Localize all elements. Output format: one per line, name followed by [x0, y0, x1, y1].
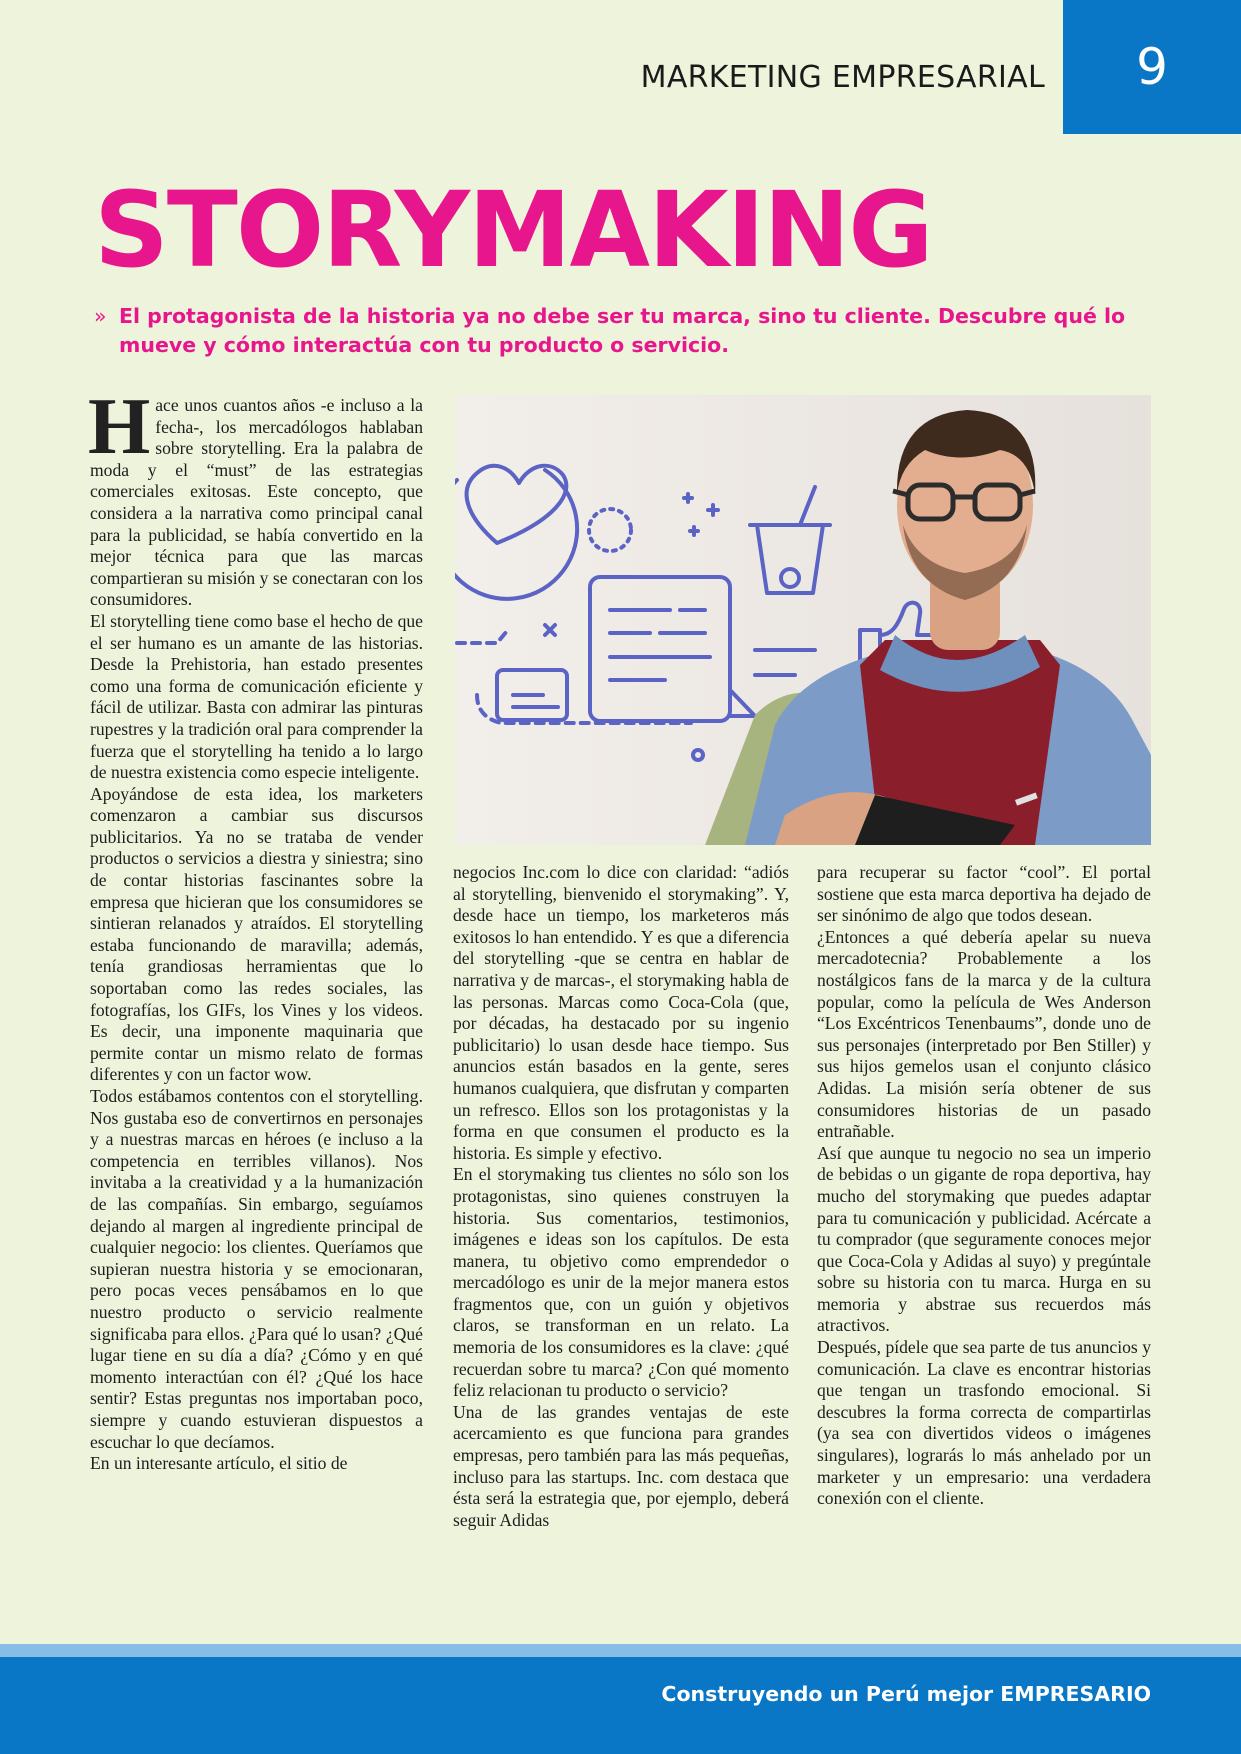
paragraph: Hace unos cuantos años -e incluso a la fecha-, los mercadólogos hablaban sobre storytelling. Era la palabra de moda y el “must” de las estrategias comerciales exitosas. Este concepto, que considera a la narrativa como principal canal para la publicidad, se había convertido en la mejor técnica para que las marcas compartieran su misión y se conectaran con los consumidores.: [88, 383, 423, 610]
page-number: 9: [1136, 38, 1168, 96]
paragraph: En el storymaking tus clientes no sólo son los protagonistas, sino quienes construyen la historia. Sus comentarios, testimonios, imágenes e ideas son los capítulos. De esta manera, tu objetivo como emprendedor o mercadólogo es unir de la mejor manera estos fragmentos que, con un guión y objetivos claros, se transforman en un relato. La memoria de los consumidores es la clave: ¿qué recuerdan sobre tu marca? ¿Con qué momento feliz relacionan tu producto o servicio?: [453, 1164, 789, 1401]
article-deck: [94, 302, 1134, 360]
deck-text: El protagonista de la historia ya no debe ser tu marca, sino tu cliente. Descubre qué lo mueve y cómo interactúa con tu producto o servicio.: [119, 304, 1126, 357]
paragraph: negocios Inc.com lo dice con claridad: “adiós al storytelling, bienvenido el storymaking”. Y, desde hace un tiempo, los marketeros más exitosos lo han entendido. Y es que a diferencia del storytelling -que se centra en hablar de narrativa y de marcas-, el storymaking habla de las personas. Marcas como Coca-Cola (que, por décadas, ha destacado por su ingenio publicitario) lo usan desde hace tiempo. Sus anuncios están basados en la gente, seres humanos cualquiera, que disfrutan y comparten un refresco. Ellos son los protagonistas y la forma en que consumen el producto es la historia. Es simple y efectivo.: [453, 862, 789, 1163]
paragraph: Después, pídele que sea parte de tus anuncios y comunicación. La clave es encontrar historias que tengan un trasfondo emocional. Si descubres la forma correcta de compartirlas (ya sea con divertidos videos o imágenes singulares), lograrás lo más anhelado por un marketer y un empresario: una verdadera conexión con el cliente.: [817, 1337, 1151, 1509]
text-column-3: [817, 862, 1151, 1510]
footer-accent-line: [0, 1644, 1241, 1657]
deck-marker: »: [94, 304, 107, 328]
drop-cap: H: [88, 383, 151, 471]
paragraph: Así que aunque tu negocio no sea un imperio de bebidas o un gigante de ropa deportiva, hay mucho del storymaking que puedes adaptar para tu comunicación y publicidad. Acércate a tu comprador (que seguramente conoces mejor que Coca-Cola y Adidas al suyo) y pregúntale sobre su historia con tu marca. Hurga en su memoria y abstrae sus recuerdos más atractivos.: [817, 1142, 1151, 1336]
paragraph: Apoyándose de esta idea, los marketers comenzaron a cambiar sus discursos publicitarios. Ya no se trataba de vender productos o servicios a diestra y siniestra; sino de contar historias fascinantes sobre la empresa que hicieran que los consumidores se sintieran relanados y atraídos. El storytelling estaba funcionando de maravilla; además, tenía grandiosas herramientas que lo soportaban como las redes sociales, las fotografías, los GIFs, los Vines y los videos. Es decir, una imponente maquinaria que permite contar un mismo relato de formas diferentes y con un factor wow.: [90, 783, 423, 1085]
paragraph: Una de las grandes ventajas de este acercamiento es que funciona para grandes empresas, pero también para las más pequeñas, incluso para las startups. Inc. com destaca que ésta será la estrategia que, por ejemplo, deberá seguir Adidas: [453, 1401, 789, 1530]
article-photo: [455, 395, 1151, 845]
text-column-2: [453, 862, 789, 1531]
paragraph: ¿Entonces a qué debería apelar su nueva mercadotecnia? Probablemente a los nostálgicos fans de la marca y de la cultura popular, como la película de Wes Anderson “Los Excéntricos Tenenbaums”, donde uno de sus personajes (interpretado por Ben Stiller) y sus hijos gemelos usan el conjunto clásico Adidas. La misión sería obtener de sus consumidores historias de un pasado entrañable.: [817, 926, 1151, 1142]
page-footer: [0, 1657, 1241, 1754]
text-column-1: [88, 383, 423, 1475]
paragraph: para recuperar su factor “cool”. El portal sostiene que esta marca deportiva ha dejado de ser sinónimo de algo que todos desean.: [817, 862, 1151, 926]
illustration-man-with-icons: [455, 395, 1151, 845]
article-title: STORYMAKING: [94, 169, 932, 291]
footer-text: Construyendo un Perú mejor EMPRESARIO: [661, 1682, 1151, 1706]
section-label: MARKETING EMPRESARIAL: [640, 60, 1045, 95]
paragraph: Todos estábamos contentos con el storytelling. Nos gustaba eso de convertirnos en personajes y a nuestras marcas en héroes (e incluso a la competencia en terribles villanos). Nos invitaba a la creatividad y a la humanización de las compañías. Sin embargo, seguíamos dejando al margen al ingrediente principal de cualquier negocio: los clientes. Queríamos que supieran nuestra historia y se emocionaran, pero pocas veces pensábamos en lo que nuestro producto o servicio realmente significaba para ellos. ¿Para qué lo usan? ¿Qué lugar tiene en su día a día? ¿Cómo y en qué momento interactúan con él? ¿Qué los hace sentir? Estas preguntas nos importaban poco, siempre y cuando estuvieran dispuestos a escuchar lo que decíamos.: [90, 1086, 423, 1452]
page-number-box: [1063, 0, 1241, 134]
paragraph: El storytelling tiene como base el hecho de que el ser humano es un amante de las historias. Desde la Prehistoria, han estado presentes como una forma de comunicación eficiente y fácil de utilizar. Basta con admirar las pinturas rupestres y la tradición oral para comprender la fuerza que el storytelling ha tenido a lo largo de nuestra existencia como especie inteligente.: [90, 610, 423, 783]
paragraph: En un interesante artículo, el sitio de: [90, 1453, 348, 1474]
